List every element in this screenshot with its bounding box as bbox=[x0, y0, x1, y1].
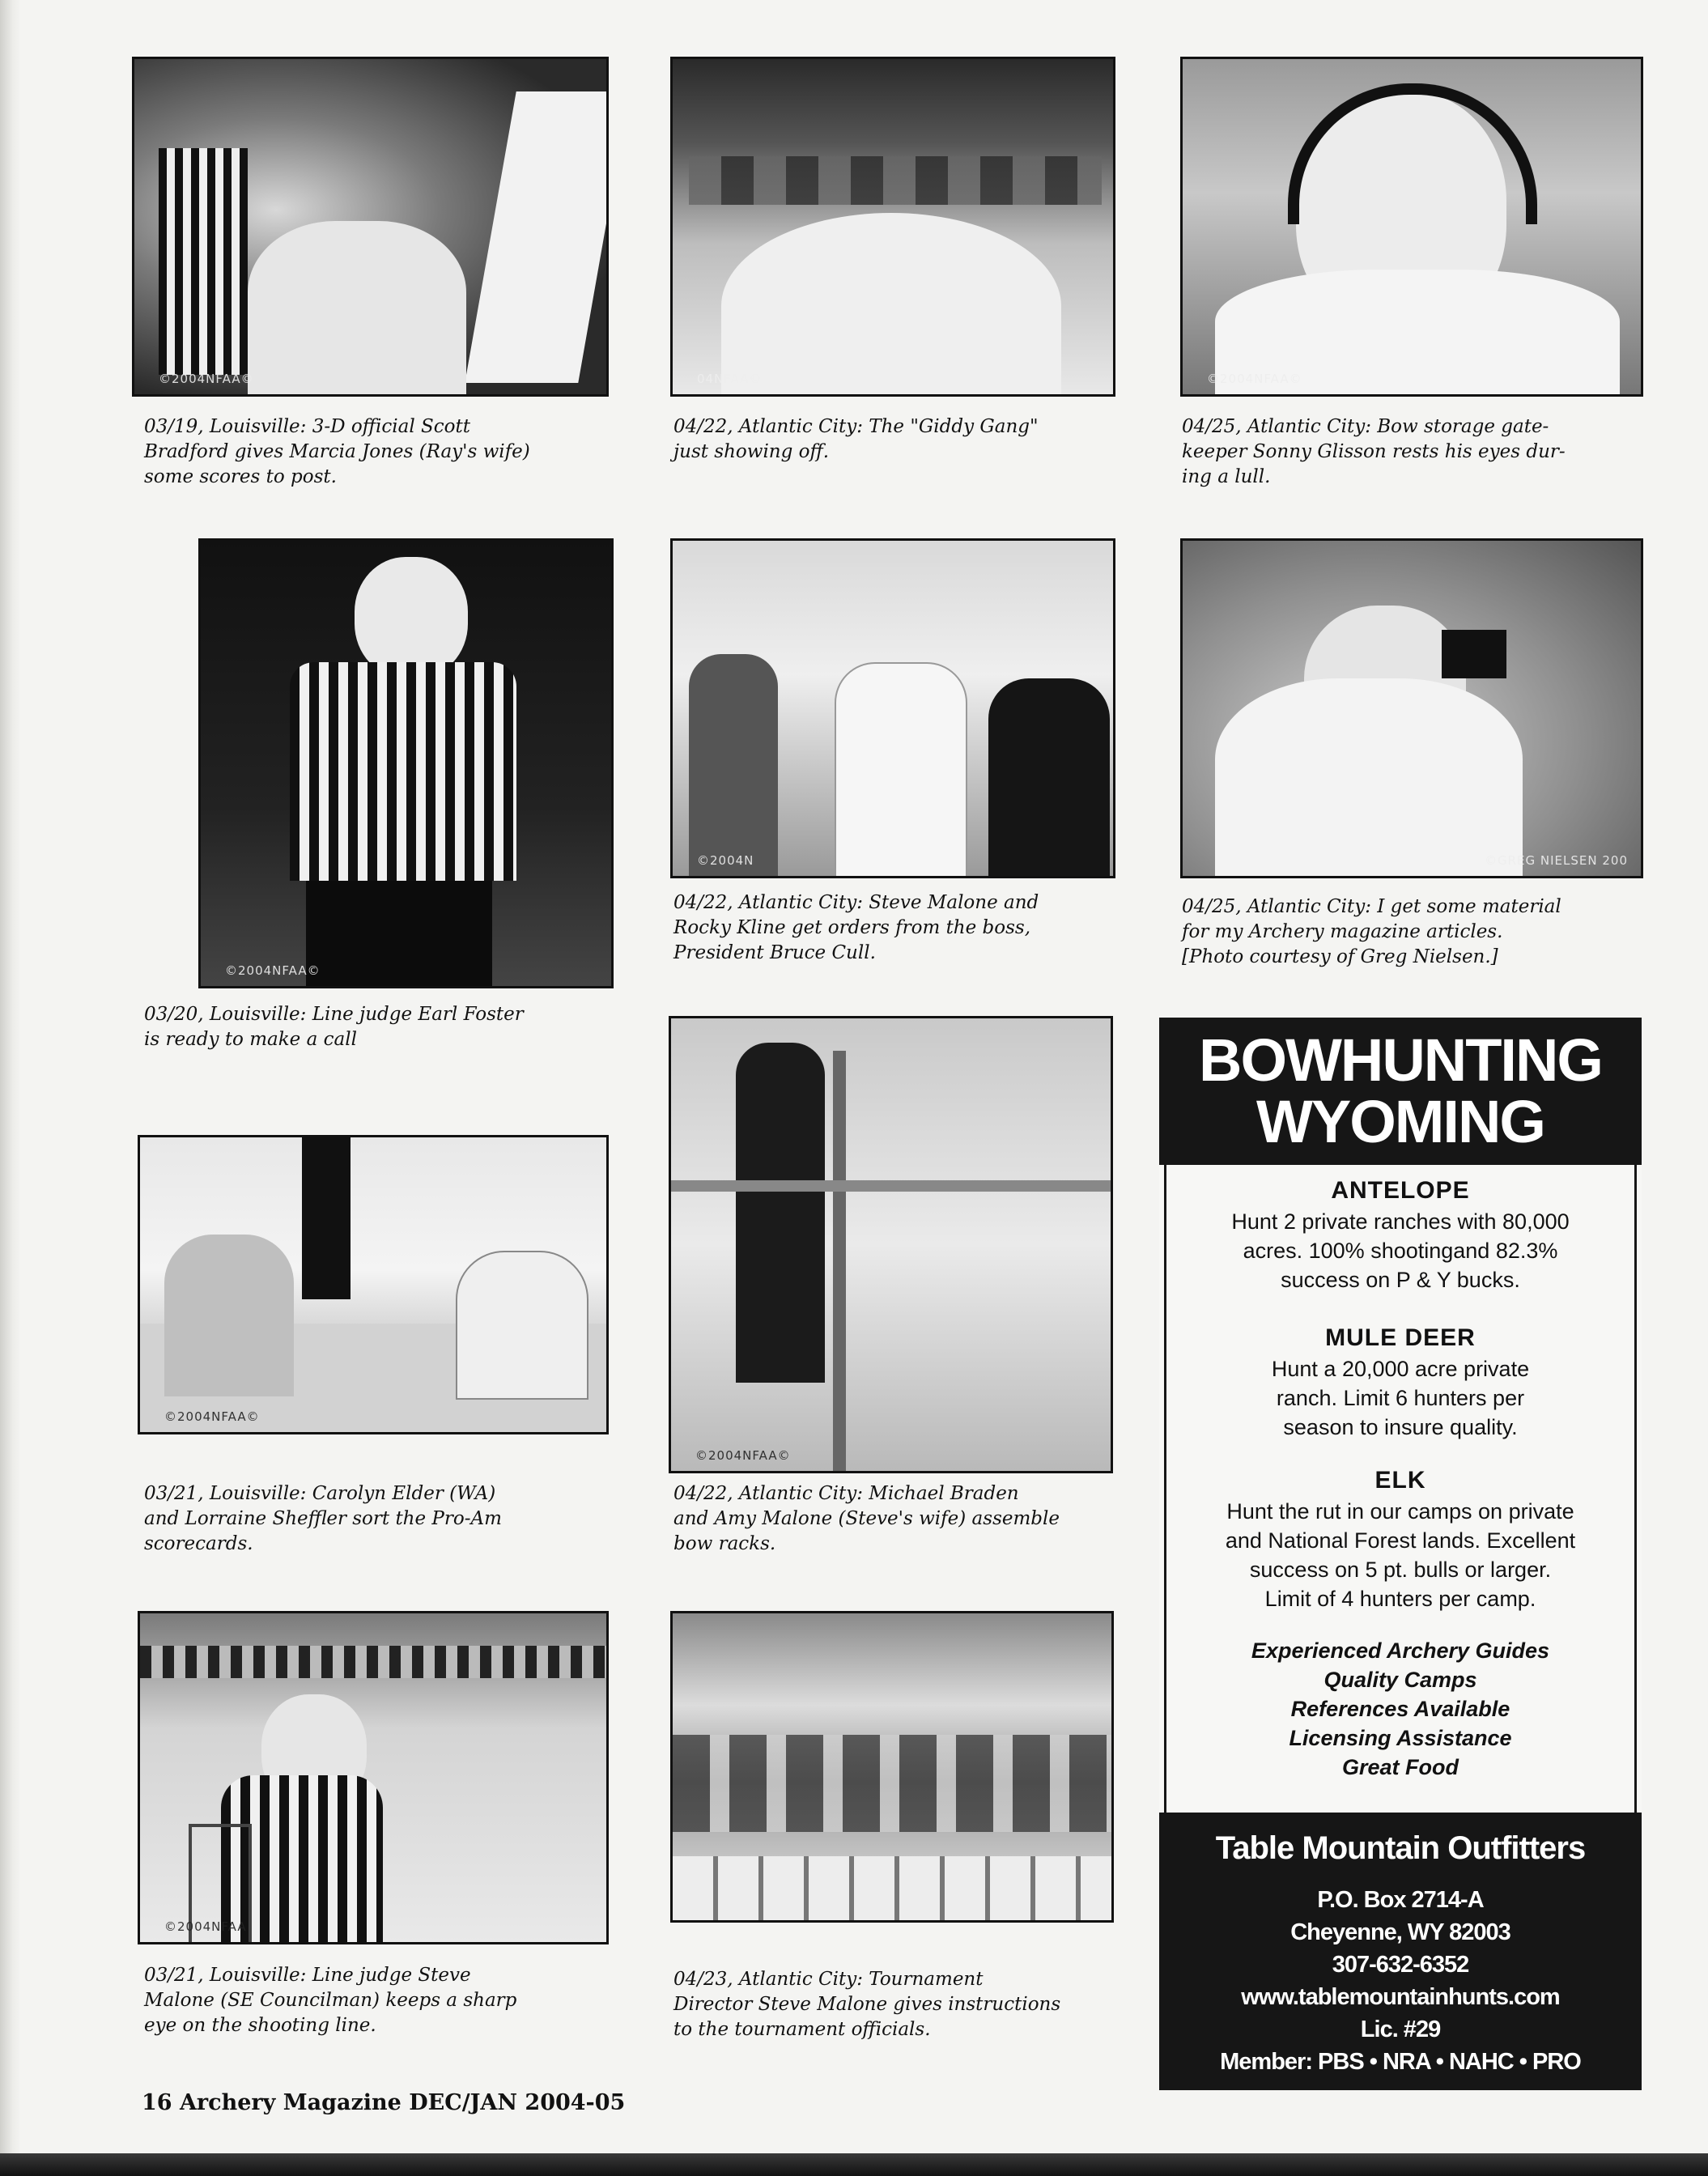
photo-credit: ©GREG NIELSEN 200 bbox=[1484, 853, 1628, 868]
photo-bow-racks bbox=[669, 1016, 1113, 1473]
ad-section-title: MULE DEER bbox=[1325, 1324, 1476, 1351]
photo-caption: 04/23, Atlantic City: Tournament Director Steve Malone gives instructions to the tournament officials. bbox=[673, 1969, 1061, 2040]
photo-caption: 04/22, Atlantic City: Michael Braden and Amy Malone (Steve's wife) assemble bow racks. bbox=[673, 1483, 1060, 1554]
ad-memberships: Member: PBS • NRA • NAHC • PRO bbox=[1220, 2049, 1581, 2075]
photo-caption: 04/25, Atlantic City: Bow storage gate- keeper Sonny Glisson rests his eyes dur- ing a lull. bbox=[1182, 416, 1566, 487]
photo-caption: 04/22, Atlantic City: The "Giddy Gang" just showing off. bbox=[673, 416, 1039, 462]
ad-city: Cheyenne, WY 82003 bbox=[1290, 1919, 1510, 1945]
ad-contact-banner bbox=[1159, 1813, 1642, 2090]
page-footer: 16 Archery Magazine DEC/JAN 2004-05 bbox=[142, 2090, 626, 2115]
photo-credit: ©2004N bbox=[697, 853, 754, 868]
photo-caption: 04/25, Atlantic City: I get some material for my Archery magazine articles. [Photo courtesy of Greg Nielsen.] bbox=[1182, 896, 1561, 967]
ad-section-text: Hunt the rut in our camps on private and National Forest lands. Excellent success on 5 pt. bulls or larger. Limit of 4 hunters per camp. bbox=[1225, 1499, 1576, 1611]
photo-caption: 03/19, Louisville: 3-D official Scott Bradford gives Marcia Jones (Ray's wife) some scores to post. bbox=[144, 416, 530, 487]
photo-caption: 03/20, Louisville: Line judge Earl Foster is ready to make a call bbox=[144, 1004, 524, 1050]
ad-website: www.tablemountainhunts.com bbox=[1241, 1984, 1560, 2010]
ad-license: Lic. #29 bbox=[1360, 2017, 1441, 2042]
ad-headline-line2: WYOMING bbox=[1256, 1088, 1544, 1155]
ad-section-title: ELK bbox=[1374, 1467, 1426, 1494]
page-bottom-shadow bbox=[0, 2153, 1708, 2176]
photo-sonny-glisson bbox=[1180, 57, 1643, 397]
photo-credit: ©2004NFAA© bbox=[1207, 372, 1302, 386]
photo-orders-from-boss bbox=[670, 538, 1115, 878]
ad-section-mule-deer bbox=[1166, 1324, 1634, 1442]
ad-feature: References Available bbox=[1290, 1697, 1510, 1721]
ad-po-box: P.O. Box 2714-A bbox=[1317, 1887, 1484, 1913]
ad-section-text: Hunt a 20,000 acre private ranch. Limit 6 hunters per season to insure quality. bbox=[1271, 1357, 1530, 1439]
photo-caption: 03/21, Louisville: Line judge Steve Malone (SE Councilman) keeps a sharp eye on the shooting line. bbox=[144, 1965, 517, 2036]
photo-credit: ©2004NFAA© bbox=[164, 1409, 260, 1424]
ad-feature-list bbox=[1159, 1636, 1642, 1782]
photo-credit: ©2004NFAA© bbox=[159, 372, 254, 386]
photo-credit: ©2004NFAA© bbox=[225, 963, 321, 978]
photo-tournament-officials bbox=[670, 1611, 1114, 1923]
photo-photographer bbox=[1180, 538, 1643, 878]
bowhunting-wyoming-ad bbox=[1159, 1018, 1642, 2090]
ad-section-elk bbox=[1166, 1466, 1634, 1613]
photo-credit: ©2004NFAA© bbox=[695, 1448, 791, 1463]
photo-caption: 04/22, Atlantic City: Steve Malone and Rocky Kline get orders from the boss, President Bruce Cull. bbox=[673, 892, 1039, 963]
photo-credit: 04NFAA© bbox=[697, 372, 763, 386]
ad-section-title: ANTELOPE bbox=[1331, 1177, 1470, 1204]
ad-feature: Experienced Archery Guides bbox=[1251, 1638, 1550, 1663]
ad-phone: 307-632-6352 bbox=[1332, 1952, 1469, 1978]
ad-section-antelope bbox=[1166, 1176, 1634, 1294]
ad-headline-line1: BOWHUNTING bbox=[1199, 1026, 1602, 1094]
photo-earl-foster bbox=[198, 538, 614, 988]
photo-credit: ©2004NFAA bbox=[164, 1919, 247, 1934]
page-binding-shadow bbox=[0, 0, 21, 2176]
photo-scott-bradford bbox=[132, 57, 609, 397]
photo-pro-am-scorecards bbox=[138, 1135, 609, 1434]
photo-caption: 03/21, Louisville: Carolyn Elder (WA) and Lorraine Sheffler sort the Pro-Am scorecards. bbox=[144, 1483, 502, 1554]
photo-steve-malone-line bbox=[138, 1611, 609, 1944]
photo-giddy-gang bbox=[670, 57, 1115, 397]
ad-section-text: Hunt 2 private ranches with 80,000 acres. 100% shootingand 82.3% success on P & Y bucks. bbox=[1231, 1209, 1570, 1292]
ad-company-name: Table Mountain Outfitters bbox=[1215, 1830, 1586, 1866]
ad-feature: Great Food bbox=[1341, 1755, 1459, 1779]
ad-headline-banner bbox=[1159, 1018, 1642, 1165]
ad-feature: Licensing Assistance bbox=[1289, 1726, 1512, 1750]
ad-feature: Quality Camps bbox=[1323, 1668, 1477, 1692]
